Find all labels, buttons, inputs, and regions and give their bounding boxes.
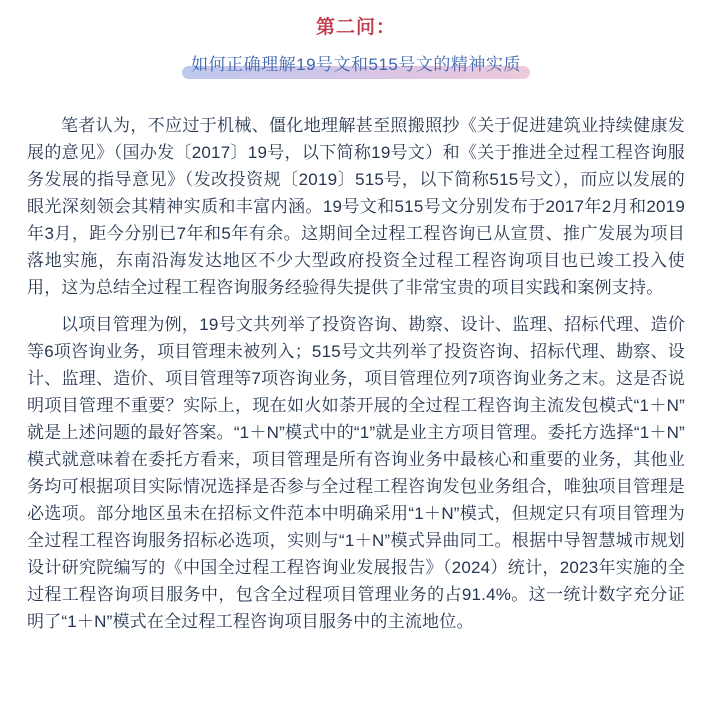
- subtitle-text: 如何正确理解19号文和515号文的精神实质: [191, 55, 521, 74]
- paragraph-1: 笔者认为，不应过于机械、僵化地理解甚至照搬照抄《关于促进建筑业持续健康发展的意见》（国办发〔2017〕19号，以下简称19号文）和《关于推进全过程工程咨询服务发展的指导意见》（发改投资规〔2019〕515号，以下简称515号文），而应以发展的眼光深刻领会其精神实质和丰富内涵。19号文和515号文分别发布于2017年2月和2019年3月，距今分别已7年和5年有余。这期间全过程工程咨询已从宣贯、推广发展为项目落地实施，东南沿海发达地区不少大型政府投资全过程工程咨询项目也已竣工投入使用，这为总结全过程工程咨询服务经验得失提供了非常宝贵的项目实践和案例支持。: [27, 116, 685, 297]
- paragraph-2: 以项目管理为例，19号文共列举了投资咨询、勘察、设计、监理、招标代理、造价等6项咨询业务，项目管理未被列入；515号文共列举了投资咨询、招标代理、勘察、设计、监理、造价、项目管理等7项咨询业务，项目管理位列7项咨询业务之末。这是否说明项目管理不重要？实际上，现在如火如荼开展的全过程工程咨询主流发包模式“1＋N”就是上述问题的最好答案。“1＋N”模式中的“1”就是业主方项目管理。委托方选择“1＋N”模式就意味着在委托方看来，项目管理是所有咨询业务中最核心和重要的业务，其他业务均可根据项目实际情况选择是否参与全过程工程咨询发包业务组合，唯独项目管理是必选项。部分地区虽未在招标文件范本中明确采用“1＋N”模式，但规定只有项目管理为全过程工程咨询服务招标必选项，实则与“1＋N”模式异曲同工。根据中导智慧城市规划设计研究院编写的《中国全过程工程咨询业发展报告》（2024）统计，2023年实施的全过程工程咨询项目服务中，包含全过程项目管理业务的占91.4%。这一统计数字充分证明了“1＋N”模式在全过程工程咨询项目服务中的主流地位。: [27, 315, 685, 631]
- article-body: [27, 112, 685, 635]
- subtitle-row: [27, 54, 685, 76]
- page-title: 第二问：: [315, 17, 396, 38]
- page-subtitle: [191, 54, 521, 76]
